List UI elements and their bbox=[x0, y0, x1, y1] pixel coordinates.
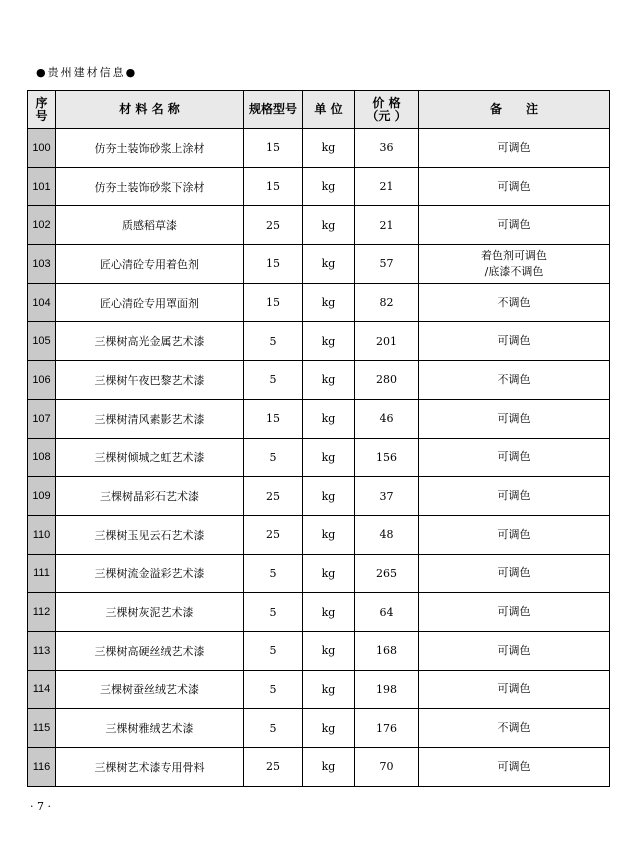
table-row bbox=[28, 322, 610, 361]
spec-cell: 15 bbox=[244, 399, 303, 438]
row-number-cell: 102 bbox=[28, 206, 56, 245]
table-row bbox=[28, 361, 610, 400]
unit-cell: kg bbox=[303, 477, 355, 516]
note-line: 可调色 bbox=[497, 605, 531, 619]
row-number-cell: 111 bbox=[28, 554, 56, 593]
page-number: · 7 · bbox=[30, 800, 51, 813]
unit-cell: kg bbox=[303, 670, 355, 709]
page-header: ●贵州建材信息● bbox=[36, 66, 138, 79]
note-cell bbox=[419, 670, 610, 709]
price-cell: 36 bbox=[355, 129, 419, 168]
note-line: 可调色 bbox=[497, 179, 531, 193]
unit-cell: kg bbox=[303, 593, 355, 632]
note-line: 着色剂可调色 bbox=[481, 248, 547, 262]
note-cell bbox=[419, 631, 610, 670]
table-row bbox=[28, 670, 610, 709]
spec-cell: 25 bbox=[244, 206, 303, 245]
table-row bbox=[28, 129, 610, 168]
material-name-cell: 三棵树清风素影艺术漆 bbox=[56, 399, 244, 438]
price-cell: 82 bbox=[355, 283, 419, 322]
note-line: 可调色 bbox=[497, 140, 531, 154]
note-cell bbox=[419, 167, 610, 206]
row-number-cell: 110 bbox=[28, 515, 56, 554]
row-number-cell: 112 bbox=[28, 593, 56, 632]
unit-cell: kg bbox=[303, 206, 355, 245]
row-number-cell: 105 bbox=[28, 322, 56, 361]
note-line: 可调色 bbox=[497, 682, 531, 696]
spec-cell: 25 bbox=[244, 748, 303, 787]
note-line: 可调色 bbox=[497, 450, 531, 464]
material-name-cell: 三棵树流金溢彩艺术漆 bbox=[56, 554, 244, 593]
price-cell: 46 bbox=[355, 399, 419, 438]
spec-cell: 5 bbox=[244, 361, 303, 400]
note-line: 可调色 bbox=[497, 643, 531, 657]
note-cell bbox=[419, 245, 610, 284]
material-name-cell: 三棵树雅绒艺术漆 bbox=[56, 709, 244, 748]
unit-cell: kg bbox=[303, 554, 355, 593]
note-cell bbox=[419, 477, 610, 516]
note-cell bbox=[419, 554, 610, 593]
row-number-cell: 108 bbox=[28, 438, 56, 477]
note-line: 可调色 bbox=[497, 527, 531, 541]
table-row bbox=[28, 709, 610, 748]
col-header-name: 材 料 名 称 bbox=[56, 91, 244, 129]
row-number-cell: 104 bbox=[28, 283, 56, 322]
unit-cell: kg bbox=[303, 361, 355, 400]
col-header-note: 备 注 bbox=[419, 91, 610, 129]
price-cell: 280 bbox=[355, 361, 419, 400]
price-cell: 176 bbox=[355, 709, 419, 748]
row-number-cell: 101 bbox=[28, 167, 56, 206]
spec-cell: 15 bbox=[244, 283, 303, 322]
row-number-cell: 103 bbox=[28, 245, 56, 284]
note-line: 不调色 bbox=[497, 295, 531, 309]
unit-cell: kg bbox=[303, 322, 355, 361]
note-line: 可调色 bbox=[497, 566, 531, 580]
table-header-row bbox=[28, 91, 610, 129]
table-row bbox=[28, 593, 610, 632]
price-cell: 156 bbox=[355, 438, 419, 477]
spec-cell: 5 bbox=[244, 631, 303, 670]
col-header-seq: 序 号 bbox=[28, 91, 56, 129]
price-cell: 198 bbox=[355, 670, 419, 709]
table-row bbox=[28, 438, 610, 477]
note-cell bbox=[419, 322, 610, 361]
spec-cell: 15 bbox=[244, 245, 303, 284]
price-cell: 201 bbox=[355, 322, 419, 361]
spec-cell: 5 bbox=[244, 593, 303, 632]
note-cell bbox=[419, 361, 610, 400]
unit-cell: kg bbox=[303, 129, 355, 168]
unit-cell: kg bbox=[303, 399, 355, 438]
material-name-cell: 质感稻草漆 bbox=[56, 206, 244, 245]
row-number-cell: 107 bbox=[28, 399, 56, 438]
unit-cell: kg bbox=[303, 631, 355, 670]
material-name-cell: 三棵树玉见云石艺术漆 bbox=[56, 515, 244, 554]
note-line: 可调色 bbox=[497, 759, 531, 773]
price-cell: 57 bbox=[355, 245, 419, 284]
note-line: 可调色 bbox=[497, 489, 531, 503]
note-cell bbox=[419, 129, 610, 168]
unit-cell: kg bbox=[303, 748, 355, 787]
col-header-price: 价 格 （元 ） bbox=[355, 91, 419, 129]
material-name-cell: 三棵树灰泥艺术漆 bbox=[56, 593, 244, 632]
row-number-cell: 115 bbox=[28, 709, 56, 748]
note-cell bbox=[419, 709, 610, 748]
note-line: 不调色 bbox=[497, 372, 531, 386]
spec-cell: 5 bbox=[244, 709, 303, 748]
price-cell: 21 bbox=[355, 167, 419, 206]
note-line: 可调色 bbox=[497, 411, 531, 425]
row-number-cell: 109 bbox=[28, 477, 56, 516]
table-row bbox=[28, 748, 610, 787]
spec-cell: 5 bbox=[244, 438, 303, 477]
unit-cell: kg bbox=[303, 515, 355, 554]
price-cell: 48 bbox=[355, 515, 419, 554]
table-row bbox=[28, 206, 610, 245]
note-line: 可调色 bbox=[497, 334, 531, 348]
spec-cell: 15 bbox=[244, 167, 303, 206]
spec-cell: 25 bbox=[244, 477, 303, 516]
note-cell bbox=[419, 593, 610, 632]
material-name-cell: 匠心清砼专用罩面剂 bbox=[56, 283, 244, 322]
row-number-cell: 106 bbox=[28, 361, 56, 400]
unit-cell: kg bbox=[303, 438, 355, 477]
row-number-cell: 114 bbox=[28, 670, 56, 709]
unit-cell: kg bbox=[303, 283, 355, 322]
table-row bbox=[28, 515, 610, 554]
price-cell: 21 bbox=[355, 206, 419, 245]
note-cell bbox=[419, 438, 610, 477]
materials-price-table bbox=[27, 90, 610, 787]
table-row bbox=[28, 245, 610, 284]
table-row bbox=[28, 167, 610, 206]
table-row bbox=[28, 631, 610, 670]
price-cell: 265 bbox=[355, 554, 419, 593]
spec-cell: 5 bbox=[244, 322, 303, 361]
row-number-cell: 116 bbox=[28, 748, 56, 787]
note-cell bbox=[419, 399, 610, 438]
note-cell bbox=[419, 283, 610, 322]
spec-cell: 5 bbox=[244, 554, 303, 593]
table-body bbox=[28, 129, 610, 787]
price-cell: 70 bbox=[355, 748, 419, 787]
row-number-cell: 100 bbox=[28, 129, 56, 168]
note-line: 可调色 bbox=[497, 218, 531, 232]
spec-cell: 25 bbox=[244, 515, 303, 554]
note-line: 不调色 bbox=[497, 721, 531, 735]
col-header-spec: 规格型号 bbox=[244, 91, 303, 129]
price-cell: 168 bbox=[355, 631, 419, 670]
material-name-cell: 仿夯土装饰砂浆下涂材 bbox=[56, 167, 244, 206]
note-cell bbox=[419, 206, 610, 245]
material-name-cell: 三棵树倾城之虹艺术漆 bbox=[56, 438, 244, 477]
row-number-cell: 113 bbox=[28, 631, 56, 670]
note-line: /底漆不调色 bbox=[484, 264, 544, 278]
note-cell bbox=[419, 748, 610, 787]
unit-cell: kg bbox=[303, 167, 355, 206]
col-header-unit: 单 位 bbox=[303, 91, 355, 129]
material-name-cell: 三棵树晶彩石艺术漆 bbox=[56, 477, 244, 516]
spec-cell: 15 bbox=[244, 129, 303, 168]
unit-cell: kg bbox=[303, 245, 355, 284]
table-row bbox=[28, 554, 610, 593]
table-row bbox=[28, 477, 610, 516]
note-cell bbox=[419, 515, 610, 554]
unit-cell: kg bbox=[303, 709, 355, 748]
material-name-cell: 三棵树蚕丝绒艺术漆 bbox=[56, 670, 244, 709]
table-row bbox=[28, 283, 610, 322]
material-name-cell: 仿夯土装饰砂浆上涂材 bbox=[56, 129, 244, 168]
price-cell: 37 bbox=[355, 477, 419, 516]
material-name-cell: 三棵树高光金属艺术漆 bbox=[56, 322, 244, 361]
spec-cell: 5 bbox=[244, 670, 303, 709]
material-name-cell: 匠心清砼专用着色剂 bbox=[56, 245, 244, 284]
price-cell: 64 bbox=[355, 593, 419, 632]
material-name-cell: 三棵树高硬丝绒艺术漆 bbox=[56, 631, 244, 670]
material-name-cell: 三棵树艺术漆专用骨料 bbox=[56, 748, 244, 787]
table-row bbox=[28, 399, 610, 438]
material-name-cell: 三棵树午夜巴黎艺术漆 bbox=[56, 361, 244, 400]
